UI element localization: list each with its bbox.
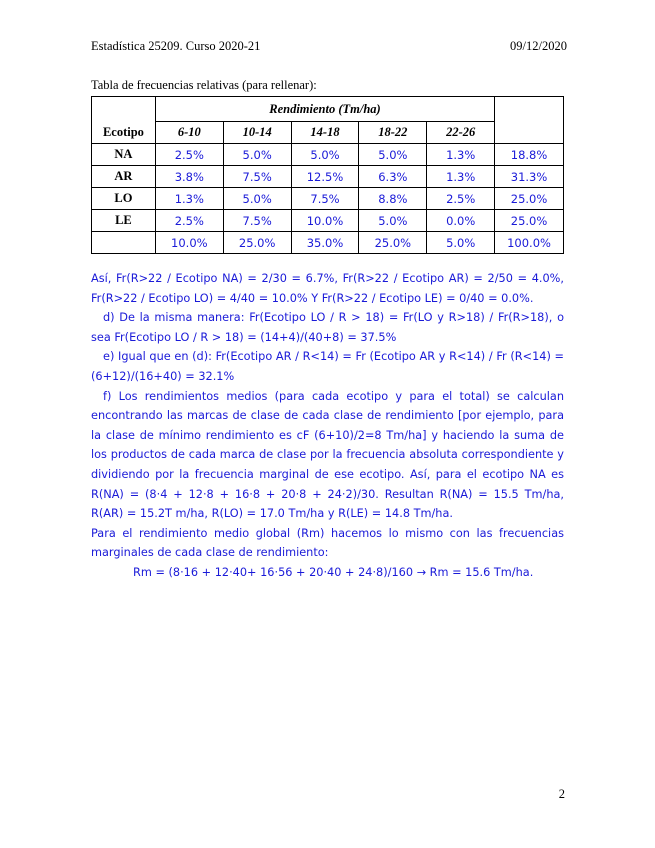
table-cell: 7.5% — [223, 166, 291, 188]
table-cell: 8.8% — [359, 188, 427, 210]
paragraph-global-mean: Para el rendimiento medio global (Rm) hacemos lo mismo con las frecuencias marginales de cada clase de rendimiento: — [91, 526, 564, 560]
row-label: AR — [92, 166, 156, 188]
totals-row — [92, 232, 564, 254]
ecotipo-header: Ecotipo — [92, 122, 156, 144]
column-header: 14-18 — [291, 122, 359, 144]
column-header: 6-10 — [155, 122, 223, 144]
table-cell: 7.5% — [223, 210, 291, 232]
column-total: 35.0% — [291, 232, 359, 254]
column-header: 18-22 — [359, 122, 427, 144]
table-row — [92, 166, 564, 188]
column-header: 22-26 — [427, 122, 495, 144]
row-total: 25.0% — [495, 210, 564, 232]
row-total: 25.0% — [495, 188, 564, 210]
page-number: 2 — [558, 787, 565, 801]
paragraph-e: e) Igual que en (d): Fr(Ecotipo AR / R<14) = Fr (Ecotipo AR y R<14) / Fr (R<14) = (6+12)/(16+40) = 32.1% — [91, 350, 564, 383]
column-total: 25.0% — [223, 232, 291, 254]
table-cell: 6.3% — [359, 166, 427, 188]
table-cell: 2.5% — [155, 144, 223, 166]
paragraph-f: f) Los rendimientos medios (para cada ecotipo y para el total) se calculan encontrando las marcas de clase de cada clase de rendimiento [por ejemplo, para la clase de mínimo rendimiento es cF (6+10)/2=8 Tm/ha] y haciendo la suma de los productos de cada marca de clase por la frecuencia absoluta correspondiente y dividiendo por la frecuencia marginal de ese ecotipo. Así, para el ecotipo NA es R(NA) = (8·4 + 12·8 + 16·8 + 20·8 + 24·2)/30. Resultan R(NA) = 15.5 Tm/ha, R(AR) = 15.2T m/ha, R(LO) = 17.0 Tm/ha y R(LE) = 14.8 Tm/ha. — [91, 389, 564, 521]
totals-label — [92, 232, 156, 254]
table-cell: 3.8% — [155, 166, 223, 188]
column-total: 10.0% — [155, 232, 223, 254]
table-row — [92, 188, 564, 210]
row-total: 18.8% — [495, 144, 564, 166]
paragraph-d: d) De la misma manera: Fr(Ecotipo LO / R > 18) = Fr(LO y R>18) / Fr(R>18), o sea Fr(Ecotipo LO / R > 18) = (14+4)/(40+8) = 37.5% — [91, 311, 564, 344]
table-cell: 7.5% — [291, 188, 359, 210]
table-cell: 12.5% — [291, 166, 359, 188]
row-label: LE — [92, 210, 156, 232]
grand-total: 100.0% — [495, 232, 564, 254]
rendimiento-header: Rendimiento (Tm/ha) — [155, 97, 494, 122]
column-header: 10-14 — [223, 122, 291, 144]
table-cell: 5.0% — [223, 144, 291, 166]
table-row — [92, 144, 564, 166]
column-total: 5.0% — [427, 232, 495, 254]
table-cell: 1.3% — [427, 166, 495, 188]
table-cell: 5.0% — [359, 144, 427, 166]
table-row — [92, 210, 564, 232]
table-header-row — [92, 97, 564, 122]
table-caption: Tabla de frecuencias relativas (para rellenar): — [91, 78, 317, 92]
table-cell: 5.0% — [359, 210, 427, 232]
table-cell: 1.3% — [155, 188, 223, 210]
column-total: 25.0% — [359, 232, 427, 254]
table-cell: 5.0% — [223, 188, 291, 210]
row-label: LO — [92, 188, 156, 210]
row-label: NA — [92, 144, 156, 166]
table-cell: 1.3% — [427, 144, 495, 166]
table-subheader-row — [92, 122, 564, 144]
header-title: Estadística 25209. Curso 2020-21 — [91, 39, 261, 53]
table-cell: 2.5% — [155, 210, 223, 232]
row-total: 31.3% — [495, 166, 564, 188]
paragraph-c: Así, Fr(R>22 / Ecotipo NA) = 2/30 = 6.7%, Fr(R>22 / Ecotipo AR) = 2/50 = 4.0%, Fr(R>22 / Ecotipo LO) = 4/40 = 10.0% Y Fr(R>22 / Ecotipo LE) = 0/40 = 0.0%. — [91, 272, 564, 305]
solution-text — [91, 269, 564, 583]
global-mean-formula: Rm = (8·16 + 12·40+ 16·56 + 20·40 + 24·8)/160 → Rm = 15.6 Tm/ha. — [133, 565, 534, 579]
table-cell: 2.5% — [427, 188, 495, 210]
table-cell: 5.0% — [291, 144, 359, 166]
frequency-table — [91, 96, 564, 254]
table-cell: 10.0% — [291, 210, 359, 232]
table-cell: 0.0% — [427, 210, 495, 232]
header-date: 09/12/2020 — [510, 39, 567, 53]
